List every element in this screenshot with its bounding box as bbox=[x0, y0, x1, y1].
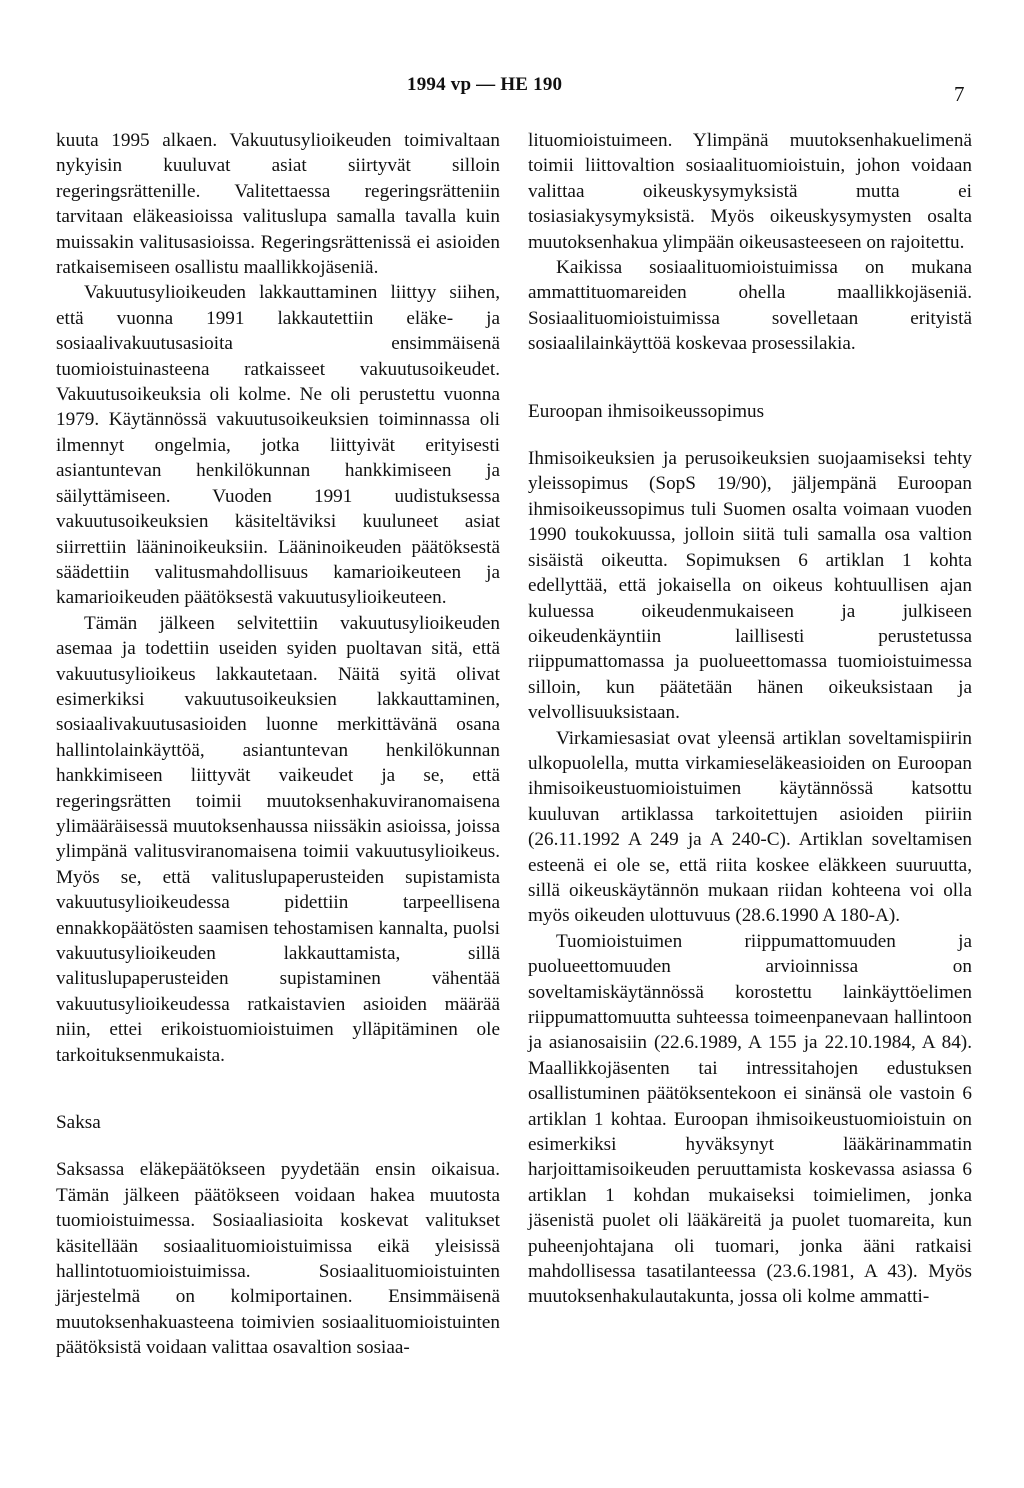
section-spacer bbox=[56, 1068, 500, 1110]
section-spacer bbox=[56, 1135, 500, 1157]
section-spacer bbox=[528, 357, 972, 399]
page-number: 7 bbox=[954, 82, 965, 106]
paragraph: Saksassa eläkepäätökseen pyydetään ensin oikaisua. Tämän jälkeen päätökseen voidaan hakea muutosta tuomioistuimessa. Sosiaaliasioita koskevat valitukset käsitellään sosiaalituomioistuimissa eikä yleisissä hallintotuomioistuimissa. Sosiaalituomioistuinten järjestelmä on kolmiportainen. Ensimmäisenä muutoksenhakuasteena toimivien sosiaalituomioistuinten päätöksistä voidaan valittaa osavaltion sosiaa- bbox=[56, 1159, 500, 1359]
paragraph: Vakuutusylioikeuden lakkauttaminen liittyy siihen, että vuonna 1991 lakkautettiin eläke- ja sosiaalivakuutusasioita ensimmäisenä tuomioistuinasteena ratkaisseet vakuutusoikeudet. Vakuutusoikeuksia oli kolme. Ne oli perustettu vuonna 1979. Käytännössä vakuutusoikeuksien toiminnassa oli ilmennyt ongelmia, jotka liittyivät erityisesti asiantuntevan henkilökunnan hankkimiseen ja säilyttämiseen. Vuoden 1991 uudistuksessa vakuutusoikeuksien käsiteltäviksi kuuluneet asiat siirrettiin lääninoikeuksiin. Lääninoikeuden päätöksestä säädettiin valitusmahdollisuus kamarioikeuteen ja kamarioikeuden päätöksestä vakuutusylioikeuteen. bbox=[56, 282, 500, 609]
section-heading-saksa: Saksa bbox=[56, 1112, 101, 1134]
paragraph: Kaikissa sosiaalituomioistuimissa on mukana ammattituomareiden ohella maallikkojäseniä. Sosiaalituomioistuimissa sovelletaan erityistä sosiaalilainkäyttöä koskevaa prosessilakia. bbox=[528, 257, 972, 355]
paragraph: lituomioistuimeen. Ylimpänä muutoksenhakuelimenä toimii liittovaltion sosiaalituomioistuin, johon voidaan valittaa oikeuskysymyksistä mutta ei tosiasiakysymyksistä. Myös oikeuskysymysten osalta muutoksenhakua ylimpään oikeusasteeseen on rajoitettu. bbox=[528, 130, 972, 253]
paragraph: Ihmisoikeuksien ja perusoikeuksien suojaamiseksi tehty yleissopimus (SopS 19/90), jäljempänä Euroopan ihmisoikeussopimus tuli Suomen osalta voimaan vuoden 1990 toukokuussa, jolloin siitä tuli samalla osa valtion sisäistä oikeutta. Sopimuksen 6 artiklan 1 kohta edellyttää, että jokaisella on oikeus kohtuullisen ajan kuluessa oikeudenmukaiseen ja julkiseen oikeudenkäyntiin laillisesti perustetussa riippumattomassa ja puolueettomassa tuomioistuimessa silloin, kun päätetään hänen oikeuksistaan ja velvollisuuksistaan. bbox=[528, 448, 972, 724]
section-heading-eurooppa: Euroopan ihmisoikeussopimus bbox=[528, 400, 765, 422]
left-column bbox=[56, 128, 500, 1361]
section-spacer bbox=[528, 424, 972, 446]
paragraph: Virkamiesasiat ovat yleensä artiklan soveltamispiirin ulkopuolella, mutta virkamieseläkeasioiden on Euroopan ihmisoikeustuomioistuimen käytännössä katsottu kuuluvan artiklassa tarkoitettujen asioiden piiriin (26.11.1992 A 249 ja A 240-C). Artiklan soveltamisen esteenä ei ole se, että riita koskee eläkkeen suuruutta, sillä oikeuskäytännön mukaan riidan kohteena voi olla myös oikeuden ulottuvuus (28.6.1990 A 180-A). bbox=[528, 727, 972, 927]
paragraph: Tuomioistuimen riippumattomuuden ja puolueettomuuden arvioinnissa on soveltamiskäytännössä korostettu lainkäyttöelimen riippumattomuutta suhteessa toimeenpanevaan hallintoon ja asianosaisiin (22.6.1989, A 155 ja 22.10.1984, A 84). Maallikkojäsenten tai intressitahojen edustuksen osallistuminen päätöksentekoon ei sinänsä ole vastoin 6 artiklan 1 kohtaa. Euroopan ihmisoikeustuomioistuin on esimerkiksi hyväksynyt lääkärinammatin harjoittamisoikeuden peruuttamista koskevassa asiassa 6 artiklan 1 kohdan mukaiseksi toimielimen, jonka jäsenistä puolet oli lääkäreitä ja puolet tuomareita, kun puheenjohtajana oli tuomari, jonka ääni ratkaisi mahdollisessa tasatilanteessa (23.6.1981, A 43). Myös muutoksenhakulautakunta, jossa oli kolme ammatti- bbox=[528, 930, 972, 1308]
paragraph: kuuta 1995 alkaen. Vakuutusylioikeuden toimivaltaan nykyisin kuuluvat asiat siirtyvät silloin regeringsrättenille. Valitettaessa regeringsrätteniin tarvitaan eläkeasioissa valituslupa samalla tavalla kuin muissakin valitusasioissa. Regeringsrättenissä ei asioiden ratkaisemiseen osallistu maallikkojäseniä. bbox=[56, 130, 500, 279]
running-head bbox=[0, 74, 1024, 104]
document-header-title: 1994 vp — HE 190 bbox=[407, 74, 563, 95]
right-column bbox=[528, 128, 972, 1310]
paragraph: Tämän jälkeen selvitettiin vakuutusylioikeuden asemaa ja todettiin useiden syiden puoltavan sitä, että vakuutusylioikeus lakkautetaan. Näitä syitä olivat esimerkiksi vakuutusoikeuksien lakkauttaminen, sosiaalivakuutusasioiden luonne merkittävänä osana hallintolainkäyttöä, asiantuntevan henkilökunnan hankkimiseen liittyvät vaikeudet ja se, että regeringsrätten toimii muutoksenhakuviranomaisena ylimääräisessä muutoksenhaussa niissäkin asioissa, joissa ylimpänä valitusviranomaisena toimii vakuutusylioikeus. Myös se, että valituslupaperusteiden supistamista vakuutusylioikeudessa pidettiin tarpeellisena ennakkopäätösten saamisen tehostamisen kannalta, puolsi vakuutusylioikeuden lakkauttamista, sillä valituslupaperusteiden supistaminen vähentää vakuutusylioikeudessa ratkaistavien asioiden määrää niin, ettei erikoistuomioistuimen ylläpitäminen ole tarkoituksenmukaista. bbox=[56, 612, 500, 1066]
